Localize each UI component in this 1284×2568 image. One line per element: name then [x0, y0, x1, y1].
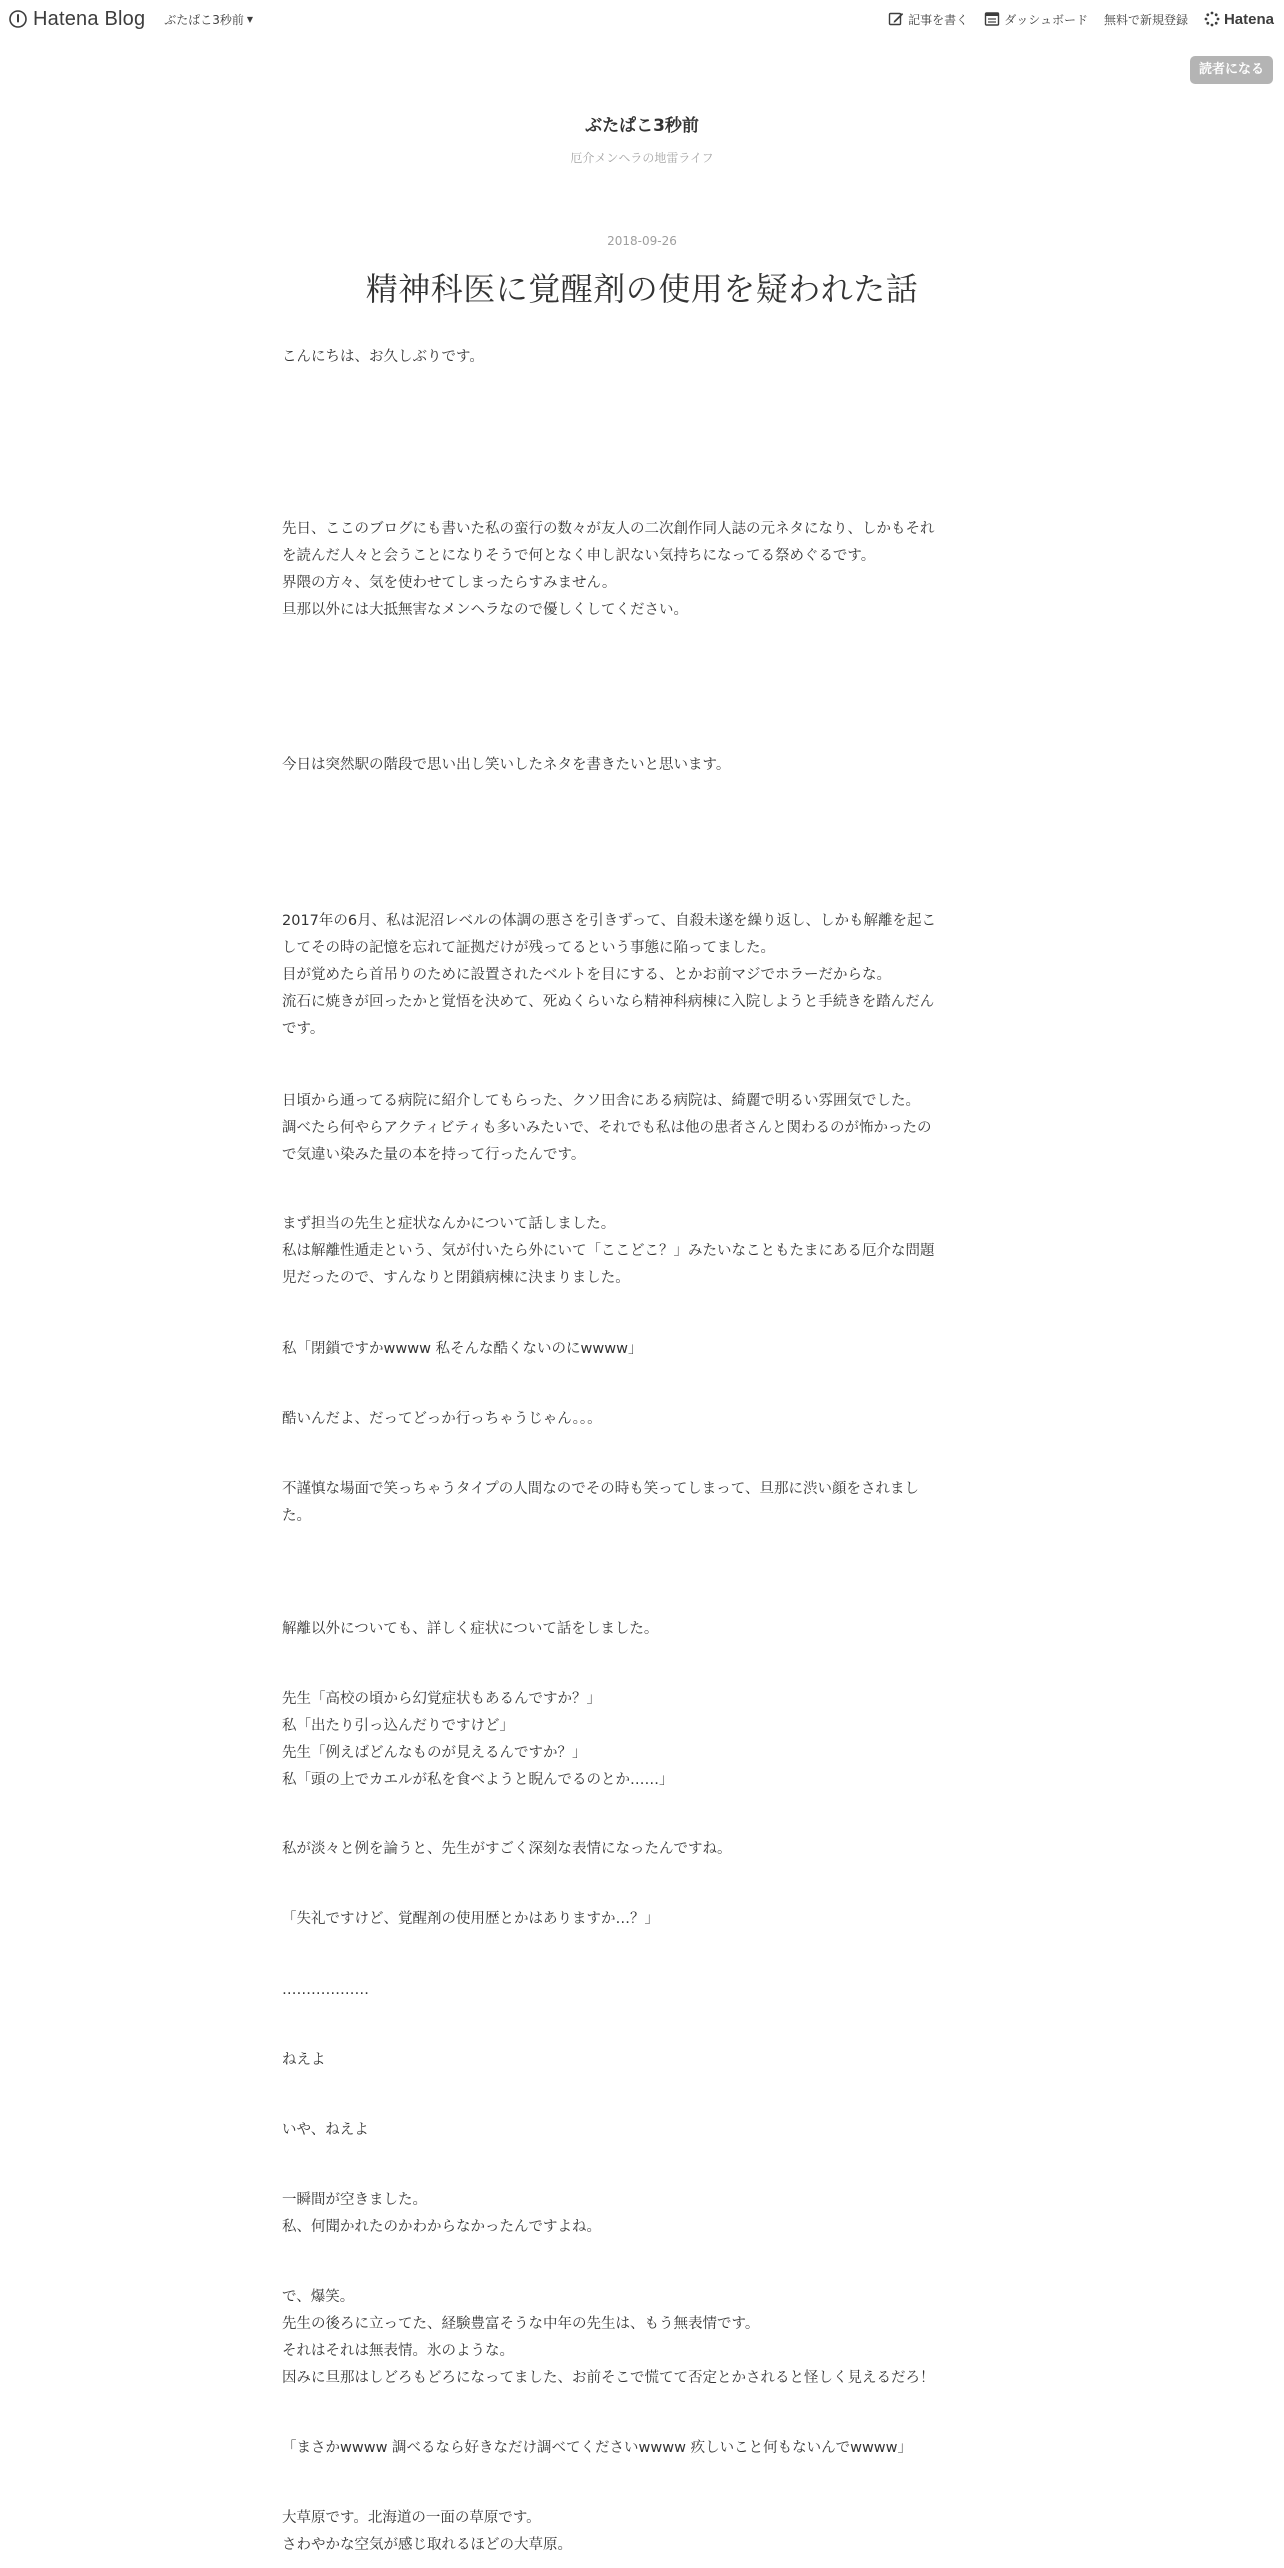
hatena-dots-icon [1204, 11, 1220, 27]
text-line: 因みに旦那はしどろもどろになってました、お前そこで慌てて否定とかされると怪しく見えるだろ！ [282, 2370, 935, 2386]
text-line: 目が覚めたら首吊りのために設置されたベルトを目にする、とかお前マジでホラーだからな。 [282, 967, 891, 983]
text-line: ……………… [282, 1982, 369, 1998]
paragraph [282, 1211, 1002, 1292]
text-line: 日頃から通ってる病院に紹介してもらった、クソ田舎にある病院は、綺麗で明るい雰囲気でした。 [282, 1093, 920, 1109]
text-line: 先生「例えばどんなものが見えるんですか？」 [282, 1745, 587, 1761]
text-line: 先生「高校の頃から幻覚症状もあるんですか？」 [282, 1691, 601, 1707]
text-line: まず担当の先生と症状なんかについて話しました。 [282, 1216, 616, 1232]
text-line: た。 [282, 1508, 311, 1524]
hatena-blog-logo-icon [9, 10, 27, 28]
text-line: さわやかな空気が感じ取れるほどの大草原。 [282, 2537, 572, 2553]
dashboard-icon [984, 11, 1000, 27]
text-line: 私、何聞かれたのかわからなかったんですよね。 [282, 2219, 601, 2235]
text-line: それはそれは無表情。氷のような。 [282, 2343, 514, 2359]
hatena-label: Hatena [1223, 10, 1274, 28]
text-line: いや、ねえよ [282, 2122, 369, 2138]
text-line: 私「閉鎖ですかwwww 私そんな酷くないのにwwww」 [282, 1341, 643, 1357]
paragraph [282, 344, 1002, 371]
text-line: 流石に焼きが回ったかと覚悟を決めて、死ぬくらいなら精神科病棟に入院しようと手続きを踏んだん [282, 994, 935, 1010]
blog-menu-label: ぶたぱこ3秒前 [164, 12, 244, 27]
text-line: してその時の記憶を忘れて証拠だけが残ってるという事態に陥ってました。 [282, 940, 775, 956]
paragraph [282, 1476, 1002, 1530]
signup-label: 無料で新規登録 [1103, 12, 1188, 27]
text-line: 2017年の6月、私は泥沼レベルの体調の悪さを引きずって、自殺未遂を繰り返し、しかも解離を起こ [282, 913, 936, 929]
logo-text: Hatena Blog [33, 7, 146, 30]
text-line: 酷いんだよ、だってどっか行っちゃうじゃん。。。 [282, 1411, 602, 1427]
paragraph [282, 1977, 1002, 2004]
paragraph [282, 1088, 1002, 1169]
text-line: 解離以外についても、詳しく症状について話をしました。 [282, 1621, 659, 1637]
write-entry-link[interactable] [888, 11, 968, 28]
paragraph [282, 908, 1002, 1043]
text-line: 私は解離性遁走という、気が付いたら外にいて「ここどこ？」みたいなこともたまにある厄介な問題 [282, 1243, 935, 1259]
paragraph [282, 1406, 1002, 1433]
paragraph [282, 2117, 1002, 2144]
write-entry-label: 記事を書く [908, 12, 969, 27]
dashboard-link[interactable] [984, 11, 1088, 28]
text-line: 先生の後ろに立ってた、経験豊富そうな中年の先生は、もう無表情です。 [282, 2316, 760, 2332]
paragraph [282, 2505, 1002, 2559]
hatena-menu[interactable] [1204, 11, 1274, 28]
paragraph [282, 1616, 1002, 1643]
text-line: 一瞬間が空きました。 [282, 2192, 427, 2208]
paragraph [282, 1906, 1002, 1933]
signup-link[interactable] [1104, 11, 1188, 28]
paragraph [282, 2187, 1002, 2241]
blog-description: 厄介メンヘラの地雷ライフ [570, 151, 714, 165]
text-line: で、爆笑。 [282, 2289, 355, 2305]
blog-title[interactable]: ぶたぱこ3秒前 [585, 116, 699, 136]
text-line: で気違い染みた量の本を持って行ったんです。 [282, 1147, 586, 1163]
text-line: 私「出たり引っ込んだりですけど」 [282, 1718, 514, 1734]
text-line: 私が淡々と例を論うと、先生がすごく深刻な表情になったんですね。 [282, 1841, 732, 1857]
edit-icon [888, 11, 904, 27]
text-line: ねえよ [282, 2052, 326, 2068]
text-line: こんにちは、お久しぶりです。 [282, 349, 484, 365]
text-line: 不謹慎な場面で笑っちゃうタイプの人間なのでその時も笑ってしまって、旦那に渋い顔をされまし [282, 1481, 919, 1497]
text-line: 界隈の方々、気を使わせてしまったらすみません。 [282, 575, 617, 591]
text-line: 旦那以外には大抵無害なメンヘラなので優しくしてください。 [282, 602, 688, 618]
text-line: 大草原です。北海道の一面の草原です。 [282, 2510, 541, 2526]
paragraph [282, 516, 1002, 624]
text-line: 「まさかwwww 調べるなら好きなだけ調べてくださいwwww 疚しいこと何もないんでwwww」 [282, 2440, 913, 2456]
text-line: 「失礼ですけど、覚醒剤の使用歴とかはありますか…？」 [282, 1911, 659, 1927]
paragraph [282, 1836, 1002, 1863]
text-line: 児だったので、すんなりと閉鎖病棟に決まりました。 [282, 1270, 630, 1286]
navbar-left [9, 8, 253, 31]
hatena-blog-logo[interactable] [9, 8, 145, 31]
text-line: 調べたら何やらアクティビティも多いみたいで、それでも私は他の患者さんと関わるのが怖かったの [282, 1120, 932, 1136]
subscribe-button[interactable]: 読者になる [1190, 56, 1273, 84]
paragraph [282, 2284, 1002, 2392]
text-line: 先日、ここのブログにも書いた私の蛮行の数々が友人の二次創作同人誌の元ネタになり、しかもそれ [282, 521, 935, 537]
paragraph [282, 752, 1002, 779]
text-line: を読んだ人々と会うことになりそうで何となく申し訳ない気持ちになってる祭めぐるです。 [282, 548, 876, 564]
blog-menu-dropdown[interactable] [164, 11, 253, 28]
dashboard-label: ダッシュボード [1004, 12, 1088, 27]
paragraph [282, 2047, 1002, 2074]
paragraph [282, 2435, 1002, 2462]
entry-date[interactable]: 2018-09-26 [607, 234, 677, 248]
navbar-right [888, 0, 1284, 38]
paragraph [282, 1686, 1002, 1794]
entry-title[interactable]: 精神科医に覚醒剤の使用を疑われた話 [365, 270, 919, 308]
text-line: 今日は突然駅の階段で思い出し笑いしたネタを書きたいと思います。 [282, 757, 731, 773]
paragraph [282, 1336, 1002, 1363]
top-navbar [0, 0, 1284, 38]
text-line: 私「頭の上でカエルが私を食べようと睨んでるのとか……」 [282, 1772, 674, 1788]
text-line: です。 [282, 1021, 325, 1037]
caret-down-icon: ▼ [246, 14, 254, 24]
